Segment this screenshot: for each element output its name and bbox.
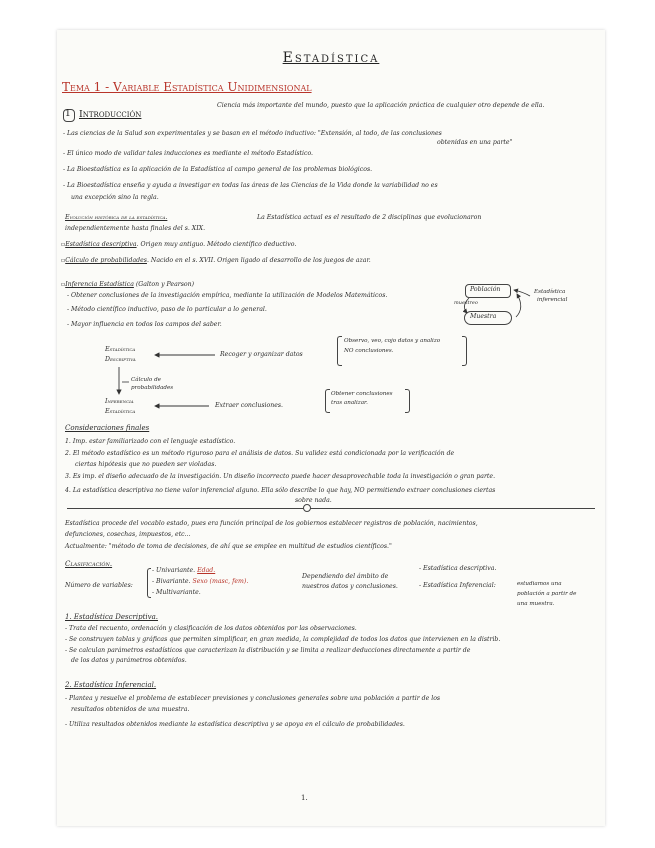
section-number: 1 [65,109,71,119]
consideracion-item: sobre nada. [295,497,332,504]
diagram-note: Obtener conclusiones [331,391,393,397]
inferencia-bullet: - Método científico inductivo, paso de lo particular a lo general. [67,306,267,313]
inferencial-bullet: resultados obtenidos de una muestra. [71,706,190,713]
consideraciones-heading: Consideraciones finales [65,424,150,432]
intro-bullet: obtenidas en una parte" [437,139,513,146]
descriptiva-heading: 1. Estadística Descriptiva. [65,613,159,621]
univariante-example: Edad. [197,567,216,574]
tema-heading: Tema 1 - Variable Estadística Unidimensional [62,80,312,94]
consideracion-item: 3. Es imp. el diseño adecuado de la investigación. Un diseño incorrecto puede hacer desaprovechable toda la investigación o gran parte. [65,473,496,480]
evolucion-item: ▫Estadística descriptiva. Origen muy antiguo. Método científico deductivo. [61,241,297,248]
inferencia-heading: ▫Inferencia Estadística (Galton y Pearson) [61,281,195,288]
multivariante-label: - Multivariante. [152,589,201,596]
diagram-calculo: probabilidades [131,385,174,391]
inferencia-paren: (Galton y Pearson) [135,281,195,288]
evolucion-line: independientemente hasta finales del s. XIX. [65,225,206,232]
page-number: 1. [301,794,308,802]
est-inferencial-label: inferencial [537,297,568,303]
descriptiva-bullet: - Trata del recuento, ordenación y clasificación de los datos obtenidos por las observaciones. [65,625,357,632]
clasif-inferencial-note: una muestra. [517,601,555,607]
est-inferencial-label: Estadística [534,289,566,295]
evolucion-item-text: . Origen muy antiguo. Método científico deductivo. [136,241,297,248]
clasificacion-heading: Clasificación. [65,560,113,568]
muestra-label: Muestra [470,313,497,320]
evolucion-item-label: Cálculo de probabilidades [65,257,147,264]
ambito-label: nuestros datos y conclusiones. [302,583,398,590]
evolucion-item: ▫Cálculo de probabilidades. Nacido en el s. XVII. Origen ligado al desarrollo de los juegos de azar. [61,257,371,264]
clasif-inferencial-note: población a partir de [517,591,577,597]
diagram-inferencia: Estadística [105,408,136,415]
clasif-inferencial: - Estadística Inferencial: [419,582,496,589]
diagram-recoger: Recoger y organizar datos [220,351,303,358]
muestreo-arrow [464,298,469,313]
origen-line: Estadística procede del vocablo estado, pues era función principal de los gobiernos establecer registros de población, nacimientos, [65,520,478,527]
clasif-descriptiva: - Estadística descriptiva. [419,565,497,572]
descriptiva-bullet: de los datos y parámetros obtenidos. [71,657,187,664]
clasif-inferencial-note: estudiamos una [517,581,562,587]
poblacion-label: Población [470,286,501,293]
ambito-label: Dependiendo del ámbito de [302,573,389,580]
inferencia-label: Inferencia Estadística [65,281,134,288]
notebook-page [57,30,605,826]
est-inferencial-arrow [514,290,530,296]
diagram-descriptiva: Descriptiva [105,356,136,363]
descriptiva-bullet: - Se calculan parámetros estadísticos que caracterizan la distribución y se limita a realizar deducciones directamente a partir de [65,647,471,654]
diagram-note: NO conclusiones. [344,348,394,354]
diagram-calculo: Cálculo de [131,377,161,383]
descriptiva-bullet: - Se construyen tablas y gráficas que permiten simplificar, en gran medida, la complejidad de todos los datos que intervienen en la distrib. [65,636,501,643]
muestreo-label: muestreo [454,300,478,306]
page-title: Estadística [282,50,380,66]
consideracion-item: 1. Imp. estar familiarizado con el lenguaje estadístico. [65,438,236,445]
inferencia-arrow [516,294,521,317]
evolucion-line: La Estadística actual es el resultado de 2 disciplinas que evolucionaron [257,214,482,221]
bivariante-label: - Bivariante. [152,578,191,585]
intro-bullet: - Las ciencias de la Salud son experimentales y se basan en el método inductivo: "Extensión, al todo, de las conclusiones [63,130,442,137]
inferencia-bullet: - Obtener conclusiones de la investigación empírica, mediante la utilización de Modelos Matemáticos. [67,292,388,299]
inferencia-bullet: - Mayor influencia en todos los campos del saber. [67,321,222,328]
intro-bullet: - La Bioestadística enseña y ayuda a investigar en todas las áreas de las Ciencias de la Vida donde la variabilidad no es [63,182,438,189]
bivariante-example: Sexo (masc, fem). [192,578,249,585]
evolucion-item-label: Estadística descriptiva [65,241,137,248]
origen-line: Actualmente: "método de toma de decisiones, de ahí que se emplee en multitud de estudios científicos." [65,543,392,550]
inferencial-bullet: - Utiliza resultados obtenidos mediante la estadística descriptiva y se apoya en el cálculo de probabilidades. [65,721,405,728]
intro-lead: Ciencia más importante del mundo, puesto que la aplicación práctica de cualquier otro depende de ella. [217,102,545,109]
diagram-arrows [57,30,605,826]
diagram-inferencia: Inferencia [105,398,134,405]
consideracion-item: 2. El método estadístico es un método riguroso para el análisis de datos. Su validez está condicionada por la verificación de [65,450,455,457]
univariante-label: - Univariante. [152,567,196,574]
consideracion-item: ciertas hipótesis que no pueden ser violadas. [75,461,217,468]
inferencial-heading: 2. Estadística Inferencial. [65,681,157,689]
evolucion-item-text: . Nacido en el s. XVII. Origen ligado al desarrollo de los juegos de azar. [146,257,371,264]
diagram-note: tras analizar. [331,400,368,406]
diagram-descriptiva: Estadística [105,346,136,353]
diagram-extraer: Extraer conclusiones. [215,402,283,409]
intro-bullet: - El único modo de validar tales inducciones es mediante el método Estadístico. [63,150,314,157]
intro-bullet: una excepción sino la regla. [71,194,159,201]
diagram-note: Observo, veo, cojo datos y analizo [344,338,441,344]
intro-heading: Introducción [79,109,142,120]
origen-line: defunciones, cosechas, impuestos, etc... [65,531,191,538]
evolucion-heading: Evolución histórica de la estadística. [65,214,168,221]
intro-bullet: - La Bioestadística es la aplicación de la Estadística al campo general de los problemas biológicos. [63,166,373,173]
inferencial-bullet: - Plantea y resuelve el problema de establecer previsiones y conclusiones generales sobre una población a partir de los [65,695,441,702]
consideracion-item: 4. La estadística descriptiva no tiene valor inferencial alguno. Ella sólo describe lo que hay, NO permitiendo extraer conclusiones ciertas [65,487,496,494]
num-variables-label: Número de variables: [65,582,133,589]
